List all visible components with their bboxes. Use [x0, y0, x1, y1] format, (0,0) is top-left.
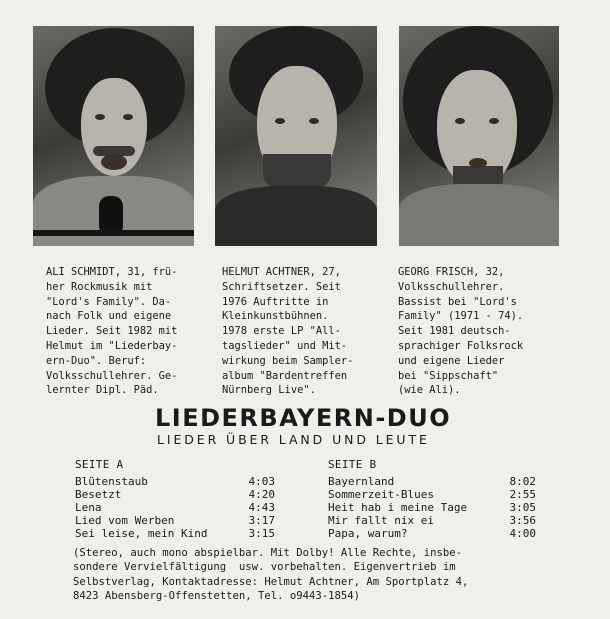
bio-line: Lieder. Seit 1982 mit [46, 325, 178, 338]
bio-line: album "Bardentreffen [222, 369, 348, 382]
photo-ali-schmidt [33, 26, 194, 246]
bio-line: her Rockmusik mit [46, 280, 153, 293]
side-a-heading: SEITE A [75, 458, 124, 471]
photo-helmut-achtner [215, 26, 377, 246]
track-title: Blütenstaub [75, 475, 148, 488]
side-b-tracklist [328, 476, 536, 541]
track-title: Mir fallt nix ei [328, 513, 434, 527]
bio-helmut-achtner [222, 265, 353, 398]
bio-line: (wie Ali). [398, 384, 461, 397]
track-row [328, 502, 536, 515]
bio-line: 1976 Auftritte in [222, 295, 329, 308]
side-b-heading: SEITE B [328, 458, 377, 471]
bio-line: Helmut im "Liederbay- [46, 339, 178, 352]
track-row [328, 489, 536, 502]
track-row [75, 502, 275, 515]
track-time: 4:03 [248, 475, 275, 488]
track-time: 3:05 [509, 500, 536, 514]
notes-line: 8423 Abensberg-Offenstetten, Tel. o9443-1854) [73, 589, 361, 602]
bio-line: GEORG FRISCH, 32, [398, 266, 505, 278]
track-time: 3:15 [248, 526, 275, 540]
bio-line: nach Folk und eigene [46, 310, 172, 323]
bio-line: HELMUT ACHTNER, 27, [222, 266, 341, 278]
bio-line: lernter Dipl. Päd. [46, 384, 159, 397]
track-title: Papa, warum? [328, 526, 408, 540]
track-time: 2:55 [509, 487, 536, 501]
track-time: 4:43 [248, 500, 275, 514]
microphone-stand [33, 230, 194, 236]
track-title: Heit hab i meine Tage [328, 500, 468, 514]
bio-line: und eigene Lieder [398, 354, 505, 367]
track-time: 4:20 [248, 487, 275, 501]
bio-line: 1978 erste LP "All- [222, 325, 341, 338]
track-row [328, 476, 536, 489]
photo-georg-frisch [399, 26, 559, 246]
bio-line: Seit 1981 deutsch- [398, 325, 511, 338]
bio-line: bei "Sippschaft" [398, 369, 499, 382]
track-title: Bayernland [328, 475, 395, 488]
bio-line: ALI SCHMIDT, 31, frü- [46, 266, 178, 278]
notes-line: (Stereo, auch mono abspielbar. Mit Dolby! Alle Rechte, insbe- [73, 547, 463, 559]
track-title: Besetzt [75, 487, 122, 501]
bio-line: Schriftsetzer. Seit [222, 280, 341, 293]
bio-line: tagslieder" und Mit- [222, 339, 348, 352]
track-time: 3:17 [248, 513, 275, 527]
notes-line: Selbstverlag, Kontaktadresse: Helmut Achtner, Am Sportplatz 4, [73, 575, 469, 588]
track-time: 8:02 [509, 475, 536, 488]
bio-ali-schmidt [46, 265, 177, 398]
bio-line: Bassist bei "Lord's [398, 295, 517, 308]
track-title: Lied vom Werben [75, 513, 175, 527]
side-a-tracklist [75, 476, 275, 541]
track-title: Sommerzeit-Blues [328, 487, 434, 501]
notes-line: sondere Vervielfältigung usw. vorbehalten. Eigenvertrieb im [73, 561, 456, 574]
track-time: 4:00 [509, 526, 536, 540]
track-time: 3:56 [509, 513, 536, 527]
track-row [328, 515, 536, 528]
bio-line: Nürnberg Live". [222, 384, 316, 397]
bio-line: Kleinkunstbühnen. [222, 310, 329, 323]
bio-line: Volksschullehrer. [398, 280, 505, 293]
album-subtitle: LIEDER ÜBER LAND UND LEUTE [157, 432, 430, 447]
bio-line: ern-Duo". Beruf: [46, 354, 147, 367]
copyright-notes [73, 546, 573, 603]
track-row [75, 515, 275, 528]
track-row [328, 528, 536, 541]
bio-line: Volksschullehrer. Ge- [46, 369, 178, 382]
bio-line: Family" (1971 - 74). [398, 310, 524, 323]
track-row [75, 489, 275, 502]
track-title: Sei leise, mein Kind [75, 526, 208, 540]
album-title: LIEDERBAYERN-DUO [155, 404, 452, 432]
track-title: Lena [75, 500, 102, 514]
bio-georg-frisch [398, 265, 523, 398]
bio-line: sprachiger Folksrock [398, 339, 524, 352]
track-row [75, 476, 275, 489]
bio-line: wirkung beim Sampler- [222, 354, 354, 367]
track-row [75, 528, 275, 541]
bio-line: "Lord's Family". Da- [46, 295, 172, 308]
